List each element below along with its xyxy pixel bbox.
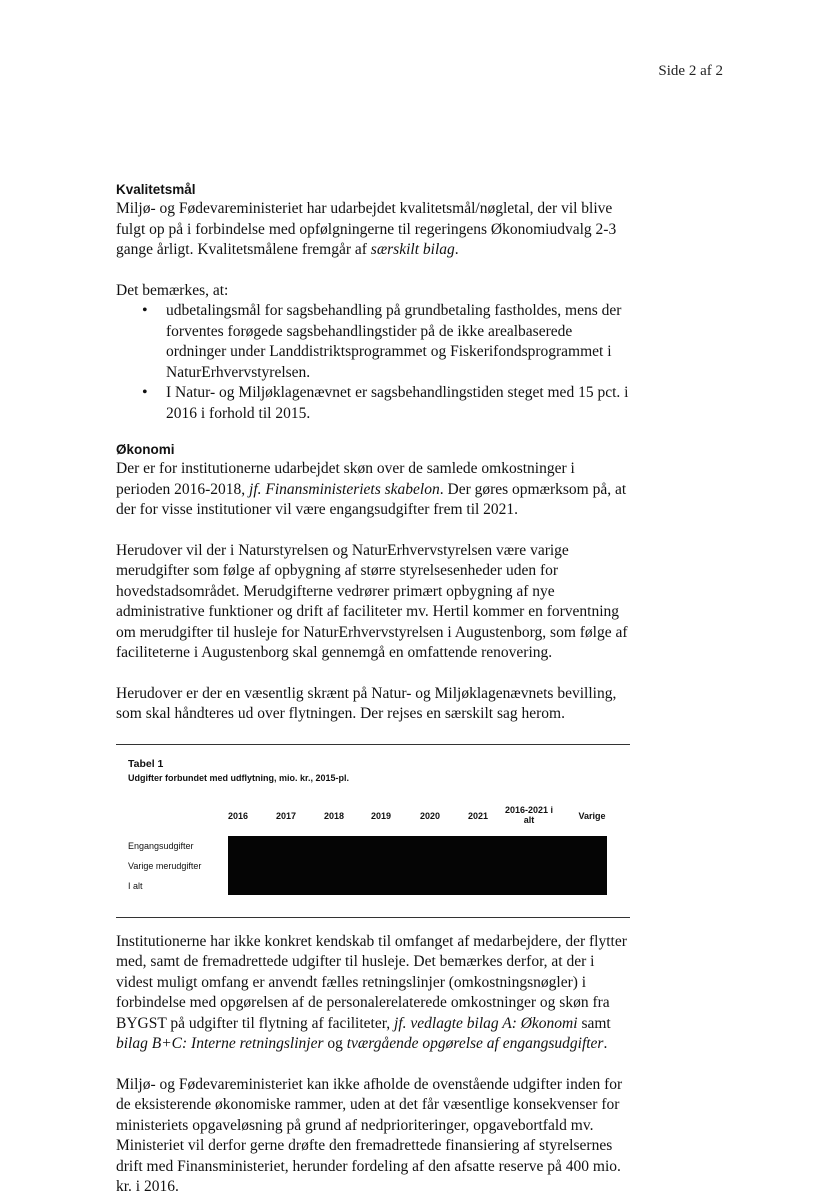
column-header: 2020 <box>419 810 441 821</box>
bemaerkes-intro: Det bemærkes, at: <box>116 281 229 299</box>
table-header-row <box>116 804 630 833</box>
kvalitet-paragraph: Miljø- og Fødevareministeriet har udarbejdet kvalitetsmål/nøgletal, der vil blive fulgt op på i forbindelse med opfølgningerne til regeringens Økonomiudvalg 2-3 gange årligt. Kvalitetsmålene fremgår af særskilt bilag. <box>116 200 617 258</box>
column-header: 2018 <box>323 810 345 821</box>
column-header: 2017 <box>275 810 297 821</box>
after-table-paragraph-1: Institutionerne har ikke konkret kendskab til omfanget af medarbejdere, der flytter med, samt de fremadrettede udgifter til husleje. Det bemærkes derfor, at der i videst muligt omfang er anvendt fælles retningslinjer (omkostningsnøgler) i forbindelse med opgørelsen af de personalerelaterede omkostninger og skøn fra BYGST på udgifter til flytning af faciliteter, jf. vedlagte bilag A: Økonomi samt bilag B+C: Interne retningslinjer og tværgående opgørelse af engangsudgifter. <box>116 932 627 1052</box>
okonomi-paragraph-3: Herudover er der en væsentlig skrænt på Natur- og Miljøklagenævnets bevilling, som skal håndteres ud over flytningen. Der rejses en særskilt sag herom. <box>116 684 617 722</box>
cost-table <box>116 745 630 908</box>
list-item: • udbetalingsmål for sagsbehandling på grundbetaling fastholdes, mens der forventes forøgede sagsbehandlingstider på de ikke arealbaserede ordninger under Landdistriktsprogrammet og Fiskerifondsprogrammet i NaturErhvervstyrelsen. <box>116 301 630 383</box>
row-label: I alt <box>128 880 143 891</box>
kvalitet-heading: Kvalitetsmål <box>116 182 196 197</box>
column-header: 2021 <box>467 810 489 821</box>
okonomi-paragraph-2: Herudover vil der i Naturstyrelsen og NaturErhvervstyrelsen være varige merudgifter som følge af opbygning af større styrelsesenheder uden for hovedstadsområdet. Merudgifterne vedrører primært opbygning af nye administrative funktioner og drift af faciliteter mv. Hertil kommer en forventning om merudgifter til husleje for NaturErhvervstyrelsen i Augustenborg, som følge af faciliteterne i Augustenborg skal gennemgå en omfattende renovering. <box>116 541 628 661</box>
table-subtitle: Udgifter forbundet med udflytning, mio. kr., 2015-pl. <box>128 772 350 783</box>
after-table-paragraph-2: Miljø- og Fødevareministeriet kan ikke afholde de ovenstående udgifter inden for de eksisterende økonomiske rammer, uden at det får væsentlige konsekvenser for ministeriets opgaveløsning på grund af nedprioriteringer, opgavebortfald mv. Ministeriet vil derfor gerne drøfte den fremadrettede finansiering af styrelsernes drift med Finansministeriet, herunder fordeling af den afsatte reserve på 400 mio. kr. i 2016. <box>116 1075 623 1195</box>
list-item: • I Natur- og Miljøklagenævnet er sagsbehandlingstiden steget med 15 pct. i 2016 i forhold til 2015. <box>116 383 630 424</box>
column-header: 2016-2021 i alt <box>504 804 554 825</box>
column-header: Varige <box>578 810 606 821</box>
column-header: 2019 <box>370 810 392 821</box>
redacted-table-values <box>228 836 607 895</box>
bemaerkes-list <box>116 301 630 424</box>
saerskilt-bilag-reference: særskilt bilag <box>370 241 455 258</box>
document-body <box>116 180 630 1198</box>
row-label: Varige merudgifter <box>128 860 202 871</box>
page-number: Side 2 af 2 <box>658 63 723 79</box>
okonomi-paragraph-1: Der er for institutionerne udarbejdet skøn over de samlede omkostninger i perioden 2016-2018, jf. Finansministeriets skabelon. Der gøres opmærksom på, at der for visse institutioner vil være engangsudgifter frem til 2021. <box>116 460 627 518</box>
table-title: Tabel 1 <box>128 757 164 770</box>
okonomi-heading: Økonomi <box>116 442 175 457</box>
row-label: Engangsudgifter <box>128 840 194 851</box>
column-header: 2016 <box>227 810 249 821</box>
